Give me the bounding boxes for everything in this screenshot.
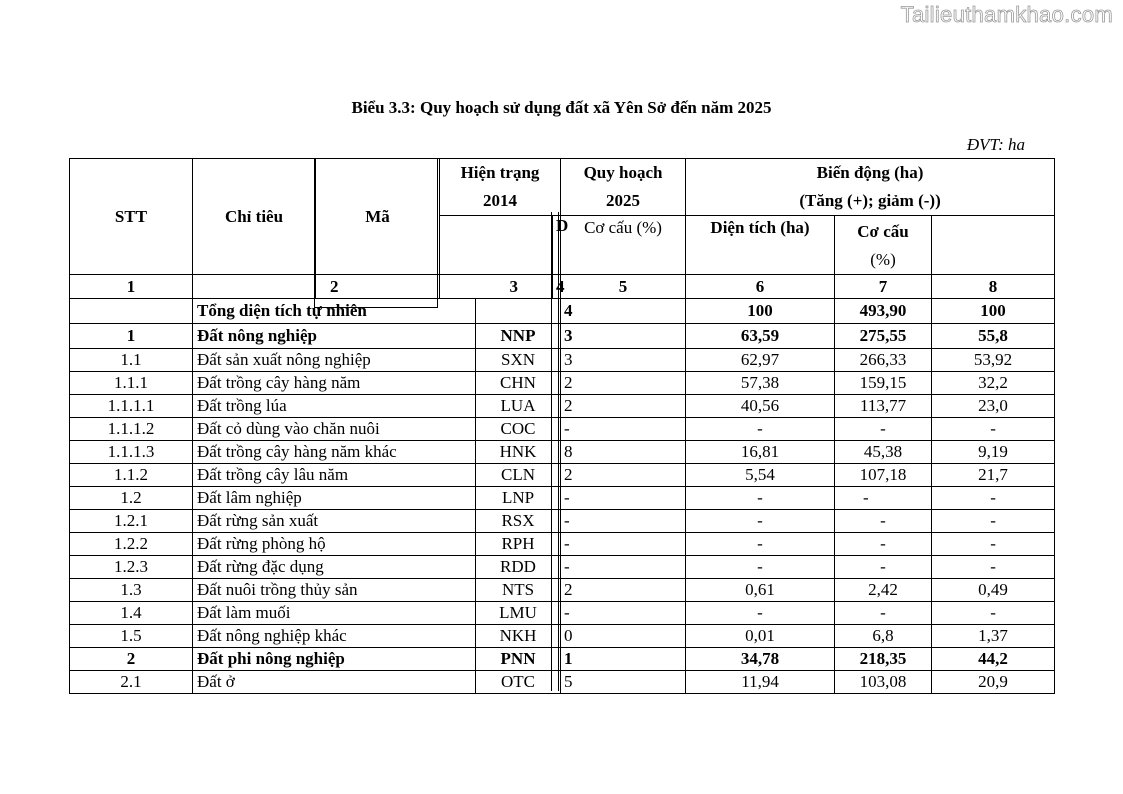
- cell-stt: 2.1: [70, 671, 193, 694]
- table-row: [70, 648, 1055, 671]
- cell-dien-tich: 493,90: [835, 299, 932, 324]
- cell-chi-tieu: Đất trồng cây hàng năm khác: [193, 441, 476, 464]
- cell-stt: 1.1: [70, 349, 193, 372]
- page-title: Biểu 3.3: Quy hoạch sử dụng đất xã Yên Sở đến năm 2025: [351, 98, 772, 117]
- cell-ma: RSX: [476, 510, 561, 533]
- cell-ma: LMU: [476, 602, 561, 625]
- table-row: [70, 349, 1055, 372]
- cell-ma: COC: [476, 418, 561, 441]
- cell-stt: 1.1.1.3: [70, 441, 193, 464]
- cell-co-cau-2025: -: [686, 418, 835, 441]
- cell-ma: SXN: [476, 349, 561, 372]
- header-num-2: 2: [316, 275, 440, 299]
- header-num-6: 6: [686, 275, 835, 299]
- header-bien-dong: [686, 159, 1055, 216]
- header-stt: STT: [70, 159, 193, 275]
- cell-co-cau-2025: 0,61: [686, 579, 835, 602]
- cell-stt: 1.1.1.2: [70, 418, 193, 441]
- unit-label: ĐVT: ha: [966, 135, 1025, 154]
- cell-co-cau: 32,2: [932, 372, 1055, 395]
- header-num-7: 7: [835, 275, 932, 299]
- cell-dien-tich: 113,77: [835, 395, 932, 418]
- cell-ma: NNP: [476, 324, 561, 349]
- table-row: [70, 372, 1055, 395]
- header-num-3: 3: [440, 275, 553, 299]
- cell-dien-tich: -: [835, 533, 932, 556]
- cell-fragment: 8: [561, 441, 686, 464]
- watermark: Tailieuthamkhao.com: [900, 2, 1113, 27]
- cell-chi-tieu: Đất ở: [193, 671, 476, 694]
- header-chi-tieu: Chỉ tiêu: [193, 159, 316, 275]
- cell-co-cau: 0,49: [932, 579, 1055, 602]
- cell-dien-tich: -: [835, 556, 932, 579]
- cell-co-cau-2025: 100: [686, 299, 835, 324]
- cell-co-cau: 53,92: [932, 349, 1055, 372]
- cell-ma: LUA: [476, 395, 561, 418]
- cell-ma: OTC: [476, 671, 561, 694]
- cell-ma: [476, 299, 561, 324]
- header-quy-hoach-year: 2025: [606, 191, 641, 211]
- cell-dien-tich: 159,15: [835, 372, 932, 395]
- cell-co-cau-2025: -: [686, 556, 835, 579]
- cell-co-cau: -: [932, 556, 1055, 579]
- cell-stt: 2: [70, 648, 193, 671]
- cell-stt: 1.3: [70, 579, 193, 602]
- header-sub-co-cau-unit: (%): [870, 250, 896, 270]
- cell-stt: 1.1.1.1: [70, 395, 193, 418]
- cell-dien-tich: -: [835, 602, 932, 625]
- cell-co-cau: 55,8: [932, 324, 1055, 349]
- cell-fragment: 3: [561, 324, 686, 349]
- cell-chi-tieu: Đất trồng cây lâu năm: [193, 464, 476, 487]
- cell-stt: 1: [70, 324, 193, 349]
- header-bien-dong-label: Biến động (ha): [816, 163, 924, 182]
- cell-stt: 1.2.2: [70, 533, 193, 556]
- header-ma: Mã: [316, 159, 440, 275]
- cell-co-cau-2025: -: [686, 602, 835, 625]
- table-row: [70, 556, 1055, 579]
- cell-dien-tich: -: [835, 418, 932, 441]
- table-row: [70, 579, 1055, 602]
- cell-fragment: -: [561, 487, 686, 510]
- table-row: [70, 324, 1055, 349]
- table-row: [70, 533, 1055, 556]
- table-row: [70, 299, 1055, 324]
- cell-co-cau-2025: -: [686, 487, 835, 510]
- cell-chi-tieu: Đất nông nghiệp: [193, 324, 476, 349]
- cell-co-cau-2025: 40,56: [686, 395, 835, 418]
- header-quy-hoach-label: Quy hoạch: [583, 163, 663, 182]
- cell-co-cau: 100: [932, 299, 1055, 324]
- cell-ma: NTS: [476, 579, 561, 602]
- cell-stt: 1.2.3: [70, 556, 193, 579]
- cell-fragment: 2: [561, 464, 686, 487]
- cell-co-cau-2025: -: [686, 510, 835, 533]
- cell-co-cau-2025: 16,81: [686, 441, 835, 464]
- cell-dien-tich: 275,55: [835, 324, 932, 349]
- cell-fragment: -: [561, 602, 686, 625]
- cell-co-cau: -: [932, 602, 1055, 625]
- cell-dien-tich: 107,18: [835, 464, 932, 487]
- table-row: [70, 602, 1055, 625]
- header-num-8: 8: [932, 275, 1055, 299]
- cell-chi-tieu: Đất lâm nghiệp: [193, 487, 476, 510]
- cell-ma: RDD: [476, 556, 561, 579]
- cell-dien-tich: -: [835, 487, 932, 510]
- table-row: [70, 441, 1055, 464]
- cell-chi-tieu: Đất nuôi trồng thủy sản: [193, 579, 476, 602]
- cell-ma: CHN: [476, 372, 561, 395]
- table-row: [70, 464, 1055, 487]
- header-num-5: 5: [561, 275, 686, 299]
- header-hien-trang: [440, 159, 561, 216]
- header-sub-co-cau-label: Cơ cấu: [857, 222, 909, 242]
- cell-dien-tich: 266,33: [835, 349, 932, 372]
- cell-co-cau: 20,9: [932, 671, 1055, 694]
- cell-fragment: 0: [561, 625, 686, 648]
- cell-ma: LNP: [476, 487, 561, 510]
- cell-co-cau: 44,2: [932, 648, 1055, 671]
- header-sub-empty: [440, 216, 553, 275]
- cell-fragment: -: [561, 510, 686, 533]
- cell-co-cau: 1,37: [932, 625, 1055, 648]
- cell-co-cau-2025: 62,97: [686, 349, 835, 372]
- cell-chi-tieu: Đất nông nghiệp khác: [193, 625, 476, 648]
- cell-chi-tieu: Đất cỏ dùng vào chăn nuôi: [193, 418, 476, 441]
- header-num-4: 4: [553, 275, 561, 299]
- cell-stt: 1.1.2: [70, 464, 193, 487]
- cell-chi-tieu: Đất phi nông nghiệp: [193, 648, 476, 671]
- cell-chi-tieu: Đất rừng đặc dụng: [193, 556, 476, 579]
- cell-co-cau-2025: 34,78: [686, 648, 835, 671]
- cell-fragment: -: [561, 418, 686, 441]
- cell-ma: CLN: [476, 464, 561, 487]
- cell-fragment: 5: [561, 671, 686, 694]
- cell-chi-tieu: Đất rừng sản xuất: [193, 510, 476, 533]
- table-row: [70, 510, 1055, 533]
- cell-stt: 1.2: [70, 487, 193, 510]
- cell-dien-tich: 45,38: [835, 441, 932, 464]
- cell-chi-tieu: Đất rừng phòng hộ: [193, 533, 476, 556]
- table-row: [70, 487, 1055, 510]
- cell-co-cau: -: [932, 487, 1055, 510]
- cell-dien-tich: 2,42: [835, 579, 932, 602]
- cell-co-cau-2025: 0,01: [686, 625, 835, 648]
- cell-chi-tieu: Đất sản xuất nông nghiệp: [193, 349, 476, 372]
- table-row: [70, 671, 1055, 694]
- cell-co-cau-2025: 63,59: [686, 324, 835, 349]
- cell-fragment: 3: [561, 349, 686, 372]
- cell-chi-tieu: Đất làm muối: [193, 602, 476, 625]
- header-hien-trang-year: 2014: [483, 191, 517, 211]
- cell-chi-tieu: Đất trồng lúa: [193, 395, 476, 418]
- cell-fragment: 2: [561, 395, 686, 418]
- table-row: [70, 418, 1055, 441]
- header-sub-dien-tich: Diện tích (ha): [686, 216, 835, 275]
- cell-stt: 1.1.1: [70, 372, 193, 395]
- cell-co-cau: -: [932, 510, 1055, 533]
- cell-dien-tich: 103,08: [835, 671, 932, 694]
- cell-co-cau: 9,19: [932, 441, 1055, 464]
- cell-dien-tich: 218,35: [835, 648, 932, 671]
- header-sub-co-cau: [835, 216, 932, 275]
- cell-stt: 1.4: [70, 602, 193, 625]
- header-sub-empty-2: [932, 216, 1055, 275]
- header-hien-trang-label: Hiện trạng: [460, 163, 540, 182]
- cell-fragment: 2: [561, 579, 686, 602]
- cell-fragment: 2: [561, 372, 686, 395]
- cell-ma: NKH: [476, 625, 561, 648]
- cell-ma: PNN: [476, 648, 561, 671]
- cell-ma: HNK: [476, 441, 561, 464]
- cell-co-cau-2025: 5,54: [686, 464, 835, 487]
- cell-co-cau: -: [932, 533, 1055, 556]
- header-bien-dong-note: (Tăng (+); giảm (-)): [799, 191, 941, 211]
- cell-stt: [70, 299, 193, 324]
- header-sub-co-cau-pct: Cơ cấu (%): [561, 216, 686, 275]
- cell-fragment: 1: [561, 648, 686, 671]
- header-quy-hoach: [561, 159, 686, 216]
- cell-stt: 1.2.1: [70, 510, 193, 533]
- cell-chi-tieu: Tổng diện tích tự nhiên: [193, 299, 476, 324]
- cell-stt: 1.5: [70, 625, 193, 648]
- cell-chi-tieu: Đất trồng cây hàng năm: [193, 372, 476, 395]
- cell-co-cau: -: [932, 418, 1055, 441]
- cell-co-cau: 23,0: [932, 395, 1055, 418]
- cell-co-cau-2025: 11,94: [686, 671, 835, 694]
- cell-co-cau: 21,7: [932, 464, 1055, 487]
- cell-dien-tich: -: [835, 510, 932, 533]
- cell-co-cau-2025: 57,38: [686, 372, 835, 395]
- land-use-table: [69, 158, 1055, 694]
- header-sub-fragment: D: [553, 216, 561, 275]
- cell-fragment: 4: [561, 299, 686, 324]
- cell-fragment: -: [561, 533, 686, 556]
- table-row: [70, 625, 1055, 648]
- cell-dien-tich: 6,8: [835, 625, 932, 648]
- cell-ma: RPH: [476, 533, 561, 556]
- table-row: [70, 395, 1055, 418]
- header-num-1: 1: [70, 275, 193, 299]
- cell-co-cau-2025: -: [686, 533, 835, 556]
- cell-fragment: -: [561, 556, 686, 579]
- header-num-empty: [193, 275, 316, 299]
